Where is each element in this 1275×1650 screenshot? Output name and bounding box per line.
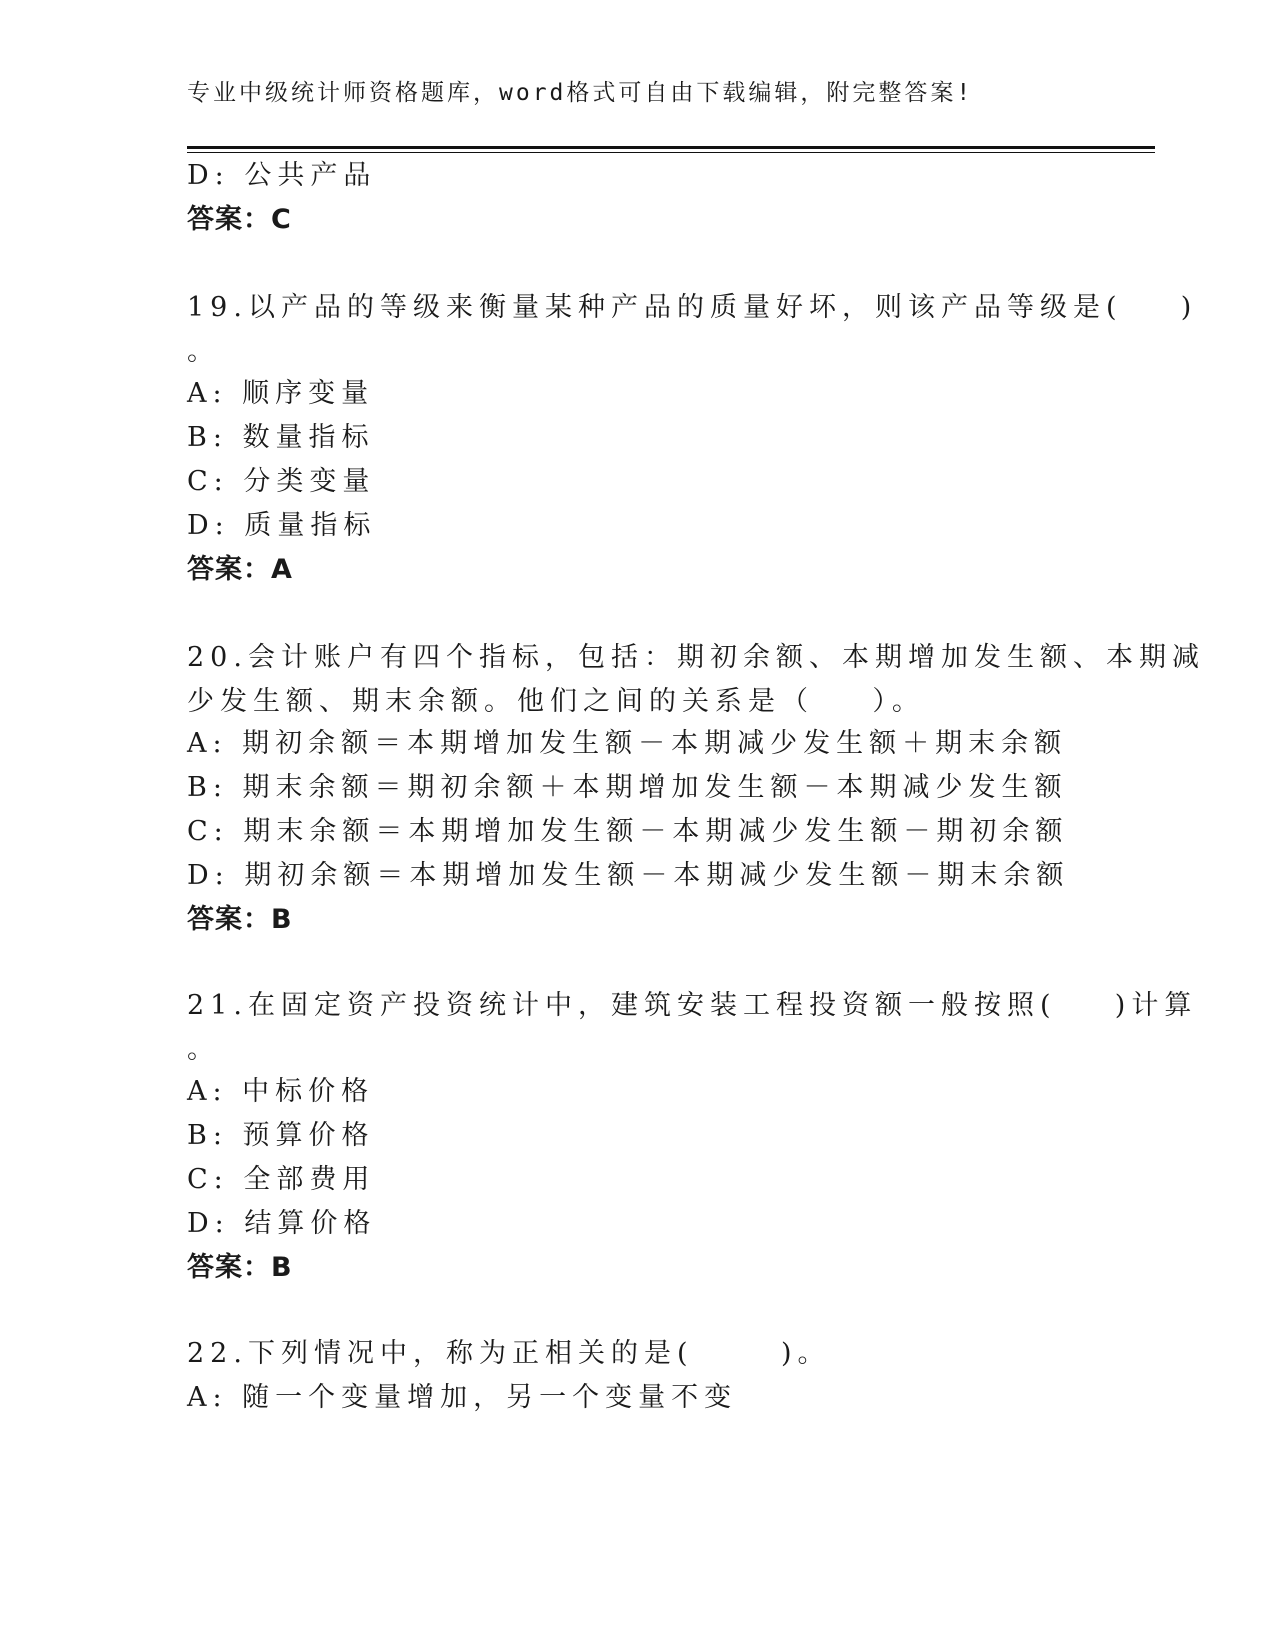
- answer: 答案：A: [187, 554, 293, 585]
- option-a: A: 中标价格: [187, 1076, 375, 1107]
- question-19-text: 19.以产品的等级来衡量某种产品的质量好坏，则该产品等级是( ): [187, 292, 1198, 323]
- option-d: D: 质量指标: [187, 510, 377, 541]
- header-rule-thick: [187, 146, 1155, 149]
- option-c: C: 期末余额＝本期增加发生额－本期减少发生额－期初余额: [187, 816, 1069, 847]
- option-b: B: 预算价格: [187, 1120, 375, 1151]
- option-a: A: 顺序变量: [187, 378, 375, 409]
- question-20-text-cont: 少发生额、期末余额。他们之间的关系是（ ）。: [187, 686, 925, 717]
- answer: 答案：B: [187, 904, 293, 935]
- header-rule-thin: [187, 152, 1155, 153]
- option-b: B: 期末余额＝期初余额＋本期增加发生额－本期减少发生额: [187, 772, 1068, 803]
- question-21-text-cont: 。: [187, 1034, 214, 1065]
- page-header: 专业中级统计师资格题库，word格式可自由下载编辑，附完整答案!: [187, 80, 974, 106]
- option-d: D: 期初余额＝本期增加发生额－本期减少发生额－期末余额: [187, 860, 1070, 891]
- option-c: C: 全部费用: [187, 1164, 376, 1195]
- answer: 答案：C: [187, 204, 292, 235]
- option-a: A: 期初余额＝本期增加发生额－本期减少发生额＋期末余额: [187, 728, 1068, 759]
- option-b: B: 数量指标: [187, 422, 375, 453]
- question-22-text: 22.下列情况中，称为正相关的是( )。: [187, 1338, 831, 1369]
- option-d: D: 结算价格: [187, 1208, 377, 1239]
- question-20-text: 20.会计账户有四个指标，包括：期初余额、本期增加发生额、本期减: [187, 642, 1205, 673]
- option-d: D: 公共产品: [187, 160, 377, 191]
- option-c: C: 分类变量: [187, 466, 376, 497]
- question-19-text-cont: 。: [187, 336, 214, 367]
- option-a: A: 随一个变量增加，另一个变量不变: [187, 1382, 738, 1413]
- question-21-text: 21.在固定资产投资统计中，建筑安装工程投资额一般按照( )计算: [187, 990, 1198, 1021]
- answer: 答案：B: [187, 1252, 293, 1283]
